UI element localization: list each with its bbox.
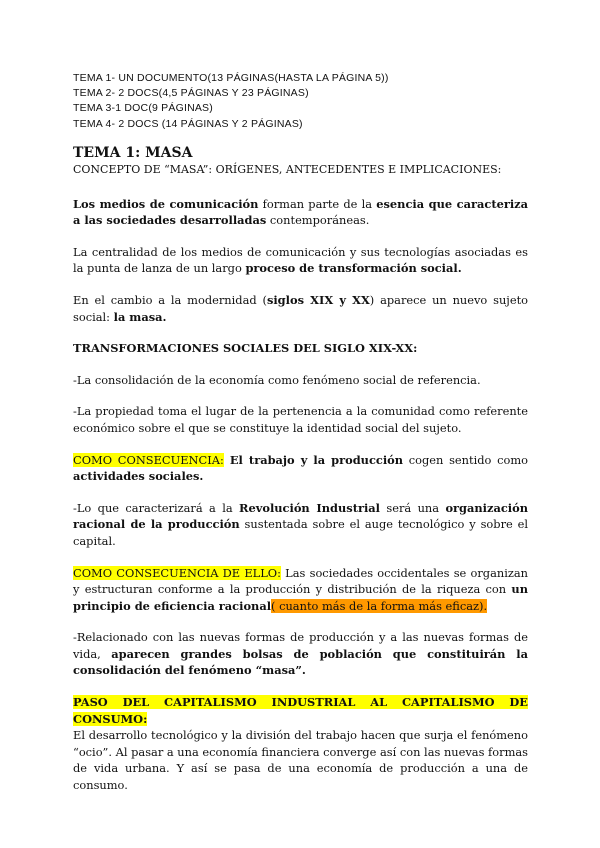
bold-text: actividades sociales.: [73, 469, 204, 484]
paragraph: [73, 500, 528, 550]
bold-text: aparecen grandes bolsas de población que constituirán la consolidación del fenómeno “masa”.: [73, 646, 528, 678]
topic-line: TEMA 1- UN DOCUMENTO(13 PÁGINAS(HASTA LA PÁGINA 5)): [73, 72, 389, 84]
document-body: [73, 145, 528, 794]
bold-text: organización racional de la producción: [73, 500, 528, 532]
text: contemporáneas.: [266, 213, 370, 228]
section-subtitle: CONCEPTO DE “MASA”: ORÍGENES, ANTECEDENTES E IMPLICACIONES:: [73, 163, 502, 176]
bold-text: siglos XIX y XX: [266, 292, 370, 307]
topic-list: [73, 71, 533, 132]
highlighted-text: COMO CONSECUENCIA DE ELLO:: [73, 565, 281, 580]
paragraph: [73, 244, 528, 277]
text: En el cambio a la modernidad (: [73, 292, 267, 307]
topic-line: TEMA 2- 2 DOCS(4,5 PÁGINAS Y 23 PÁGINAS): [73, 87, 309, 100]
section-heading: [73, 340, 528, 357]
text: ) aparece un nuevo sujeto social:: [73, 292, 528, 324]
bold-text: esencia que caracteriza a las sociedades desarrolladas: [73, 196, 529, 228]
text: Las sociedades occidentales se organizan y estructuran conforme a la producción y distribución de la riqueza con: [73, 565, 528, 597]
text: sustentada sobre el auge tecnológico y sobre el capital.: [73, 517, 529, 548]
section-title: TEMA 1: MASA: [73, 145, 193, 161]
bold-text: Revolución Industrial: [239, 500, 380, 515]
orange-highlighted-text: ( cuanto más de la forma más eficaz).: [271, 598, 488, 613]
bold-text: la masa.: [113, 309, 167, 324]
paragraph: El desarrollo tecnológico y la división del trabajo hacen que surja el fenómeno “ocio”. Al pasar a una economía financiera converge así con las nuevas formas de vida urbana. Y así se pasa de una economía de producción a una de consumo.: [73, 728, 529, 793]
paragraph: -La consolidación de la economía como fenómeno social de referencia.: [73, 372, 481, 387]
bold-text: El trabajo y la producción: [223, 452, 404, 467]
text: será una: [380, 500, 446, 515]
text: cogen sentido como: [403, 452, 528, 467]
paragraph: -La propiedad toma el lugar de la pertenencia a la comunidad como referente económico sobre el que se constituye la identidad social del sujeto.: [73, 404, 528, 435]
topic-line: TEMA 3-1 DOC(9 PÁGINAS): [73, 102, 213, 115]
paragraph: [73, 629, 528, 679]
section-heading: [73, 694, 528, 727]
paragraph: [73, 565, 528, 615]
text: -Relacionado con las nuevas formas de producción y a las nuevas formas de vida,: [73, 630, 528, 661]
text: La centralidad de los medios de comunicación y sus tecnologías asociadas es la punta de lanza de un largo: [73, 244, 528, 276]
paragraph: [73, 452, 528, 485]
heading-text: TRANSFORMACIONES SOCIALES DEL SIGLO XIX-XX:: [73, 341, 418, 356]
highlighted-text: COMO CONSECUENCIA:: [73, 452, 224, 467]
bold-text: Los medios de comunicación: [73, 196, 259, 211]
paragraph: [73, 292, 528, 325]
bold-text: proceso de transformación social.: [245, 261, 462, 276]
bold-text: un principio de eficiencia racional: [73, 582, 528, 613]
topic-line: TEMA 4- 2 DOCS (14 PÁGINAS Y 2 PÁGINAS): [73, 117, 303, 130]
highlighted-heading-text: PASO DEL CAPITALISMO INDUSTRIAL AL CAPITALISMO DE CONSUMO:: [73, 695, 528, 726]
paragraph: [73, 196, 528, 229]
text: forman parte de la: [258, 196, 377, 211]
text: -Lo que caracterizará a la: [73, 500, 240, 515]
